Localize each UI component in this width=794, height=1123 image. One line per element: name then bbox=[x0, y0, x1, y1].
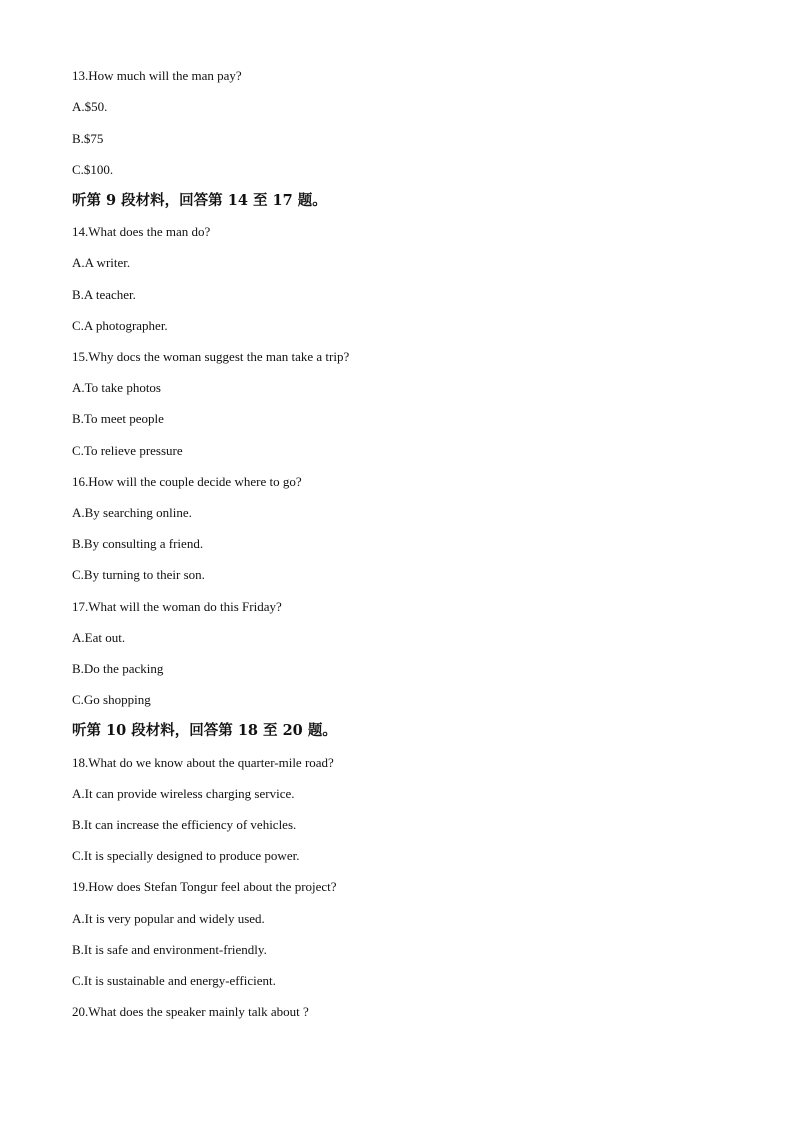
question-18: 18.What do we know about the quarter-mile road? bbox=[72, 755, 334, 770]
option-18-a: A.It can provide wireless charging service. bbox=[72, 786, 295, 801]
question-15: 15.Why docs the woman suggest the man take a trip? bbox=[72, 349, 350, 364]
question-14: 14.What does the man do? bbox=[72, 224, 211, 239]
option-14-b: B.A teacher. bbox=[72, 287, 136, 302]
question-13: 13.How much will the man pay? bbox=[72, 68, 242, 83]
option-13-b: B.$75 bbox=[72, 131, 104, 146]
option-13-c: C.$100. bbox=[72, 162, 114, 177]
section-heading-10: 听第 10 段材料，回答第 18 至 20 题。 bbox=[72, 722, 337, 739]
option-13-a: A.$50. bbox=[72, 99, 108, 114]
option-17-a: A.Eat out. bbox=[72, 630, 126, 645]
option-19-c: C.It is sustainable and energy-efficient. bbox=[72, 973, 276, 988]
option-14-a: A.A writer. bbox=[72, 255, 131, 270]
option-15-b: B.To meet people bbox=[72, 411, 164, 426]
option-14-c: C.A photographer. bbox=[72, 318, 168, 333]
option-17-b: B.Do the packing bbox=[72, 661, 164, 676]
question-17: 17.What will the woman do this Friday? bbox=[72, 599, 282, 614]
option-18-c: C.It is specially designed to produce power. bbox=[72, 848, 300, 863]
option-17-c: C.Go shopping bbox=[72, 692, 151, 707]
option-15-a: A.To take photos bbox=[72, 380, 161, 395]
option-18-b: B.It can increase the efficiency of vehicles. bbox=[72, 817, 297, 832]
question-19: 19.How does Stefan Tongur feel about the project? bbox=[72, 879, 337, 894]
option-16-a: A.By searching online. bbox=[72, 505, 192, 520]
question-20: 20.What does the speaker mainly talk about ? bbox=[72, 1004, 309, 1019]
question-16: 16.How will the couple decide where to go? bbox=[72, 474, 302, 489]
option-16-b: B.By consulting a friend. bbox=[72, 536, 204, 551]
option-19-a: A.It is very popular and widely used. bbox=[72, 911, 265, 926]
option-16-c: C.By turning to their son. bbox=[72, 567, 205, 582]
option-15-c: C.To relieve pressure bbox=[72, 443, 183, 458]
option-19-b: B.It is safe and environment-friendly. bbox=[72, 942, 267, 957]
section-heading-9: 听第 9 段材料，回答第 14 至 17 题。 bbox=[72, 192, 327, 209]
